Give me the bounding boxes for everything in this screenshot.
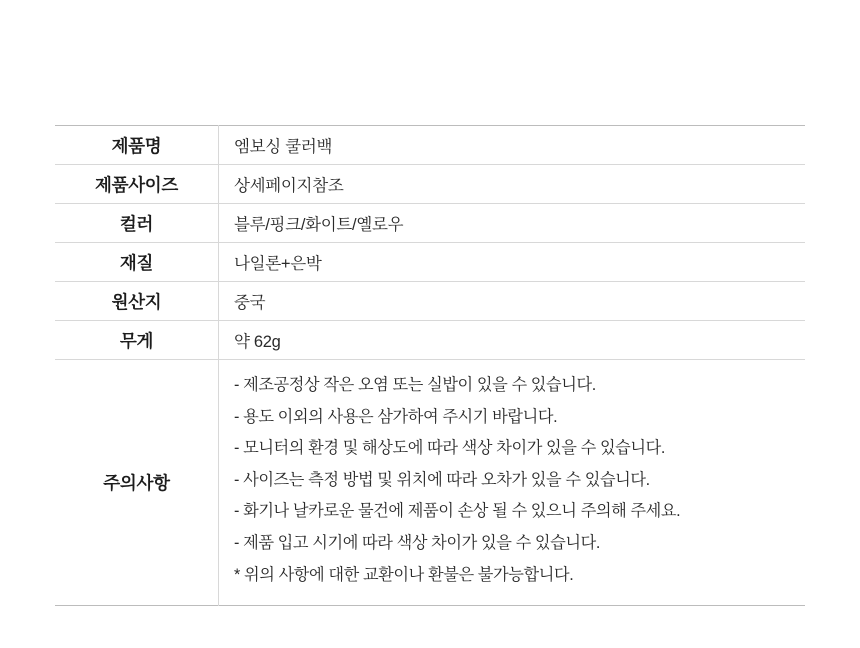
table-row: [55, 321, 805, 360]
spec-value-weight: 약 62g: [234, 333, 281, 351]
spec-value-origin: 중국: [234, 294, 266, 312]
spec-label-weight: 무게: [55, 321, 219, 360]
list-item: - 사이즈는 측정 방법 및 위치에 따라 오차가 있을 수 있습니다.: [234, 470, 650, 489]
spec-value-color: 블루/핑크/화이트/옐로우: [234, 216, 404, 234]
list-item: * 위의 사항에 대한 교환이나 환불은 불가능합니다.: [234, 565, 574, 584]
spec-value-notice: [219, 360, 806, 606]
table-row: [55, 282, 805, 321]
list-item: - 용도 이외의 사용은 삼가하여 주시기 바랍니다.: [234, 407, 558, 426]
product-spec-table: [55, 125, 805, 606]
table-row-notice: [55, 360, 805, 606]
notice-list: [234, 370, 805, 591]
table-row: [55, 165, 805, 204]
spec-label-material: 재질: [55, 243, 219, 282]
list-item: - 모니터의 환경 및 해상도에 따라 색상 차이가 있을 수 있습니다.: [234, 439, 665, 458]
list-item: - 화기나 날카로운 물건에 제품이 손상 될 수 있으니 주의해 주세요.: [234, 502, 681, 521]
list-item: - 제조공정상 작은 오염 또는 실밥이 있을 수 있습니다.: [234, 376, 596, 394]
table-row: [55, 204, 805, 243]
spec-value-material: 나일론+은박: [234, 255, 322, 273]
spec-label-product-size: 제품사이즈: [55, 165, 219, 204]
spec-label-notice: 주의사항: [55, 360, 219, 606]
table-row: [55, 126, 805, 165]
spec-value-product-name: 엠보싱 쿨러백: [234, 138, 333, 156]
spec-value-product-size: 상세페이지참조: [234, 177, 344, 195]
spec-label-product-name: 제품명: [55, 126, 219, 165]
spec-label-color: 컬러: [55, 204, 219, 243]
table-row: [55, 243, 805, 282]
list-item: - 제품 입고 시기에 따라 색상 차이가 있을 수 있습니다.: [234, 533, 600, 552]
spec-label-origin: 원산지: [55, 282, 219, 321]
